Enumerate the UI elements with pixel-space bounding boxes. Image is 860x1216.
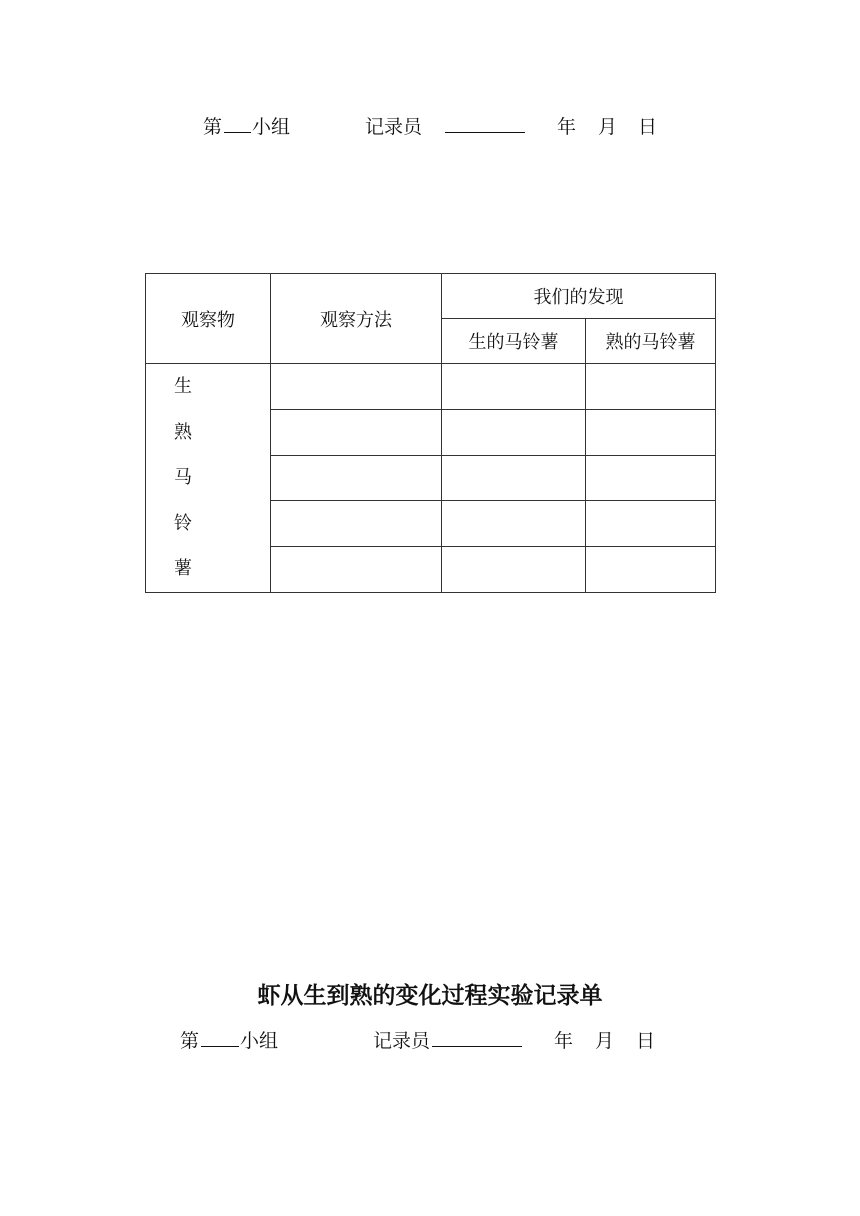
recorder-label: 记录员 bbox=[373, 1030, 431, 1052]
method-cell[interactable] bbox=[271, 409, 442, 455]
group-prefix: 第 bbox=[180, 1030, 200, 1052]
section-title: 虾从生到熟的变化过程实验记录单 bbox=[257, 983, 603, 1009]
row-label-potato bbox=[146, 364, 271, 593]
header-object: 观察物 bbox=[146, 274, 271, 364]
header-findings: 我们的发现 bbox=[442, 274, 716, 319]
raw-finding-cell[interactable] bbox=[442, 409, 586, 455]
recorder-label: 记录员 bbox=[365, 116, 423, 138]
observation-table bbox=[145, 273, 716, 593]
group-suffix: 小组 bbox=[240, 1030, 279, 1052]
day-label: 日 bbox=[636, 1030, 656, 1052]
cooked-finding-cell[interactable] bbox=[586, 547, 716, 593]
method-cell[interactable] bbox=[271, 547, 442, 593]
raw-finding-cell[interactable] bbox=[442, 547, 586, 593]
raw-finding-cell[interactable] bbox=[442, 455, 586, 501]
group-number-blank[interactable] bbox=[224, 112, 251, 142]
cooked-finding-cell[interactable] bbox=[586, 455, 716, 501]
recorder-name-blank[interactable] bbox=[432, 1026, 522, 1056]
row-label-char: 铃 bbox=[174, 512, 192, 534]
method-cell[interactable] bbox=[271, 455, 442, 501]
header-line-top bbox=[0, 112, 860, 142]
raw-finding-cell[interactable] bbox=[442, 501, 586, 547]
group-prefix: 第 bbox=[203, 116, 223, 138]
row-label-char: 生 bbox=[174, 376, 192, 397]
row-label-char: 熟 bbox=[174, 421, 192, 443]
header-method: 观察方法 bbox=[271, 274, 442, 364]
row-label-char: 薯 bbox=[174, 558, 192, 580]
header-line-bottom bbox=[0, 1026, 860, 1056]
month-label: 月 bbox=[598, 116, 618, 138]
recorder-name-blank[interactable] bbox=[445, 112, 525, 142]
header-cooked-potato: 熟的马铃薯 bbox=[586, 319, 716, 364]
day-label: 日 bbox=[638, 116, 658, 138]
raw-finding-cell[interactable] bbox=[442, 364, 586, 410]
header-raw-potato: 生的马铃薯 bbox=[442, 319, 586, 364]
group-number-blank[interactable] bbox=[201, 1026, 239, 1056]
cooked-finding-cell[interactable] bbox=[586, 501, 716, 547]
row-label-char: 马 bbox=[174, 467, 192, 489]
year-label: 年 bbox=[554, 1030, 574, 1052]
cooked-finding-cell[interactable] bbox=[586, 364, 716, 410]
method-cell[interactable] bbox=[271, 364, 442, 410]
method-cell[interactable] bbox=[271, 501, 442, 547]
cooked-finding-cell[interactable] bbox=[586, 409, 716, 455]
group-suffix: 小组 bbox=[252, 116, 291, 138]
year-label: 年 bbox=[557, 116, 577, 138]
month-label: 月 bbox=[595, 1030, 615, 1052]
